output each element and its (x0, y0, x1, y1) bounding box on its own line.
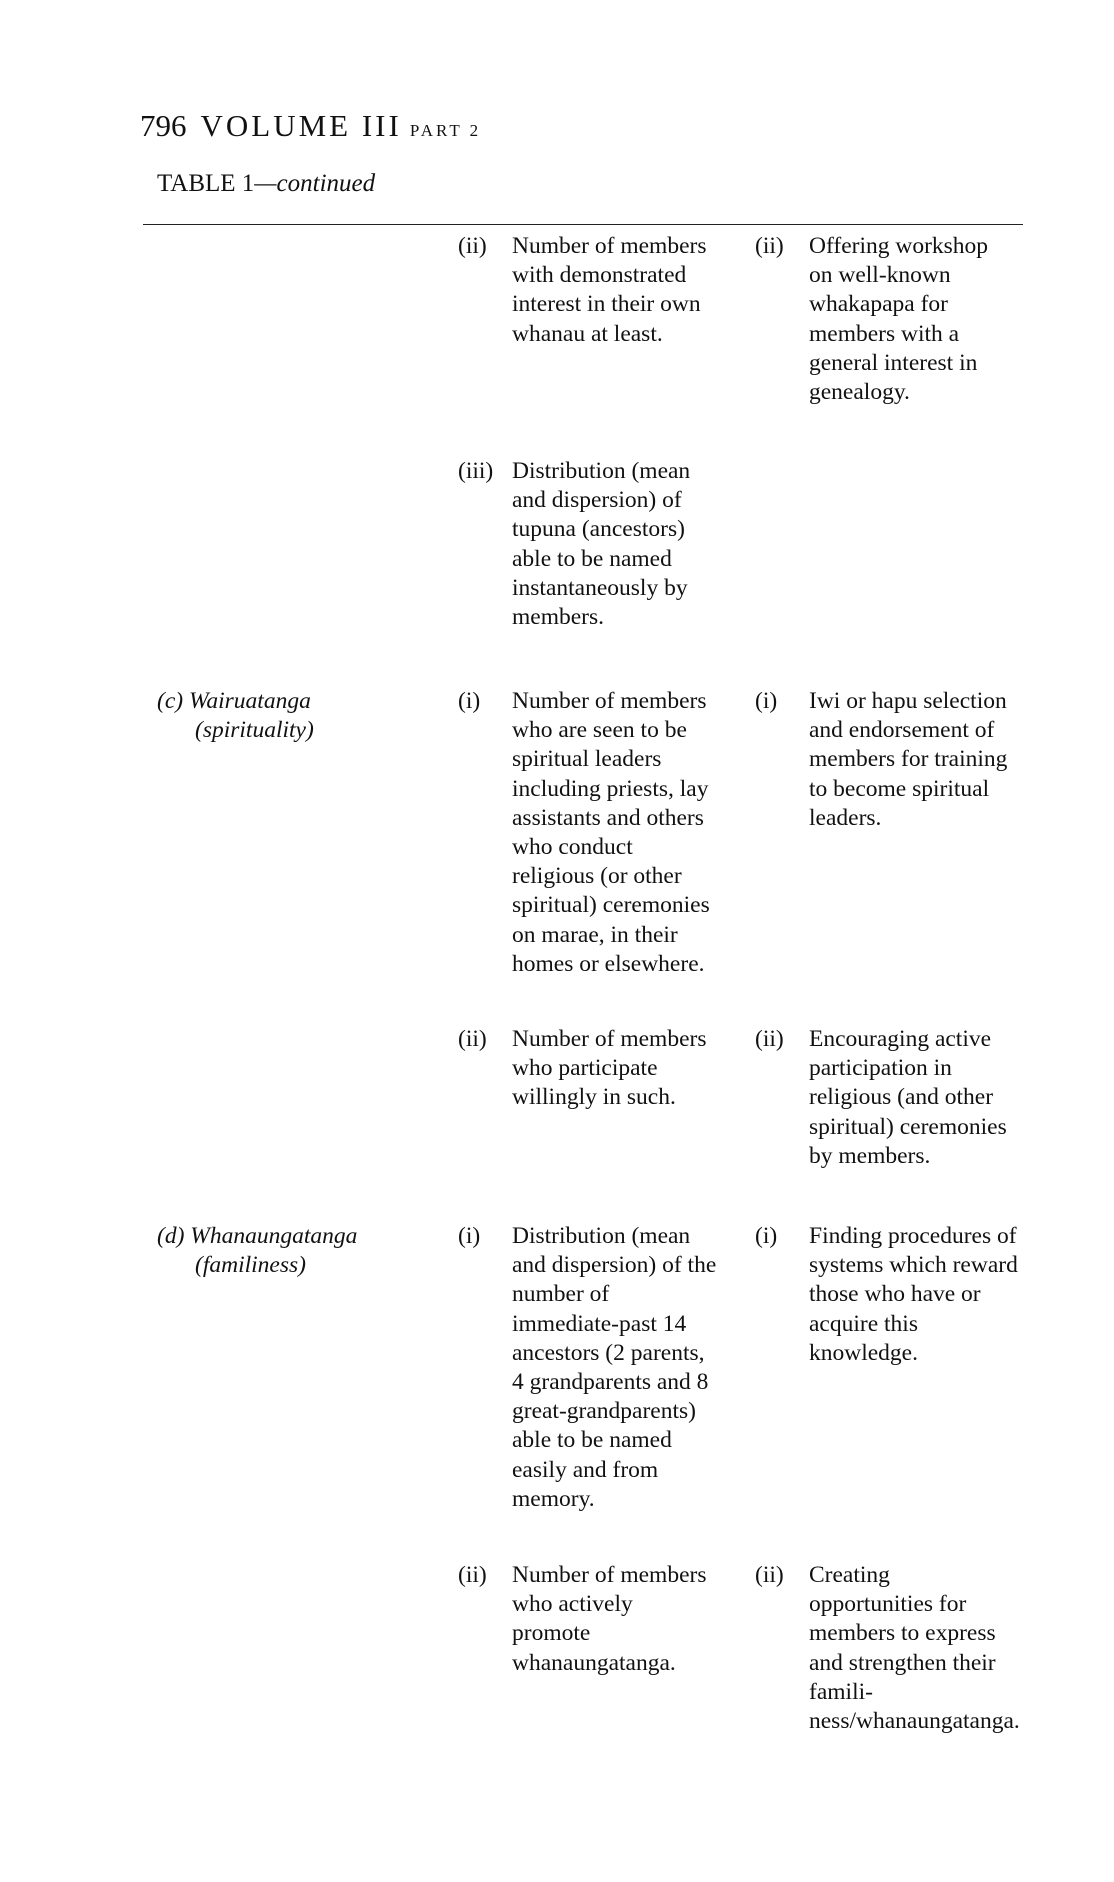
part-label: PART 2 (409, 121, 482, 140)
action-cell (755, 232, 1075, 407)
indicator-text: Number of members who are seen to be spiritual leaders including priests, lay assistants and others who conduct religious (or other spiritual) ceremonies on marae, in their homes or elsewhere. (512, 688, 710, 977)
action-text: Finding procedures of systems which reward those who have or acquire this knowledge. (809, 1223, 1018, 1366)
table-caption (157, 170, 375, 198)
category-label: (d) Whanaungatanga (157, 1223, 358, 1249)
indicator-text: Number of members with demonstrated interest in their own whanau at least. (512, 233, 707, 347)
indicator-text: Number of members who actively promote whanaungatanga. (512, 1562, 707, 1676)
indicator-number: (ii) (458, 233, 487, 259)
indicator-cell (458, 1222, 778, 1514)
indicator-cell (458, 457, 778, 632)
action-text: Iwi or hapu selection and endorsement of members for training to become spiritual leaders. (809, 688, 1008, 831)
action-cell (755, 1025, 1075, 1171)
indicator-number: (iii) (458, 458, 494, 484)
action-cell (755, 1561, 1075, 1736)
indicator-number: (ii) (458, 1026, 487, 1052)
category-whanaungatanga (157, 1222, 357, 1280)
indicator-number: (i) (458, 688, 481, 714)
table-label: TABLE 1 (157, 170, 255, 197)
table-continued: —continued (254, 170, 376, 197)
category-sublabel: (familiness) (195, 1252, 306, 1279)
action-number: (ii) (755, 1562, 784, 1588)
volume-label: VOLUME III (200, 108, 402, 143)
indicator-cell (458, 232, 778, 349)
indicator-text: Distribution (mean and dispersion) of tupuna (ancestors) able to be named instantaneously by members. (512, 458, 691, 631)
indicator-cell (458, 1561, 778, 1678)
category-wairuatanga (157, 687, 314, 745)
action-text: Creating opportunities for members to express and strengthen their famili- ness/whanaungatanga. (809, 1562, 1020, 1735)
page-number: 796 (140, 108, 187, 143)
action-number: (i) (755, 1223, 778, 1249)
action-number: (ii) (755, 233, 784, 259)
category-sublabel: (spirituality) (195, 717, 314, 744)
table-top-rule (143, 224, 1023, 225)
indicator-text: Number of members who participate willingly in such. (512, 1026, 707, 1111)
action-cell (755, 687, 1075, 833)
indicator-text: Distribution (mean and dispersion) of the number of immediate-past 14 ancestors (2 parents, 4 grandparents and 8 great-grandparents) able to be named easily and from memory. (512, 1223, 717, 1512)
action-number: (ii) (755, 1026, 784, 1052)
action-text: Offering workshop on well-known whakapapa for members with a general interest in genealogy. (809, 233, 989, 406)
action-number: (i) (755, 688, 778, 714)
indicator-number: (ii) (458, 1562, 487, 1588)
indicator-cell (458, 1025, 778, 1113)
action-cell (755, 1222, 1075, 1368)
running-header (140, 108, 481, 144)
action-text: Encouraging active participation in religious (and other spiritual) ceremonies by members. (809, 1026, 1007, 1169)
indicator-cell (458, 687, 778, 979)
category-label: (c) Wairuatanga (157, 688, 311, 714)
indicator-number: (i) (458, 1223, 481, 1249)
